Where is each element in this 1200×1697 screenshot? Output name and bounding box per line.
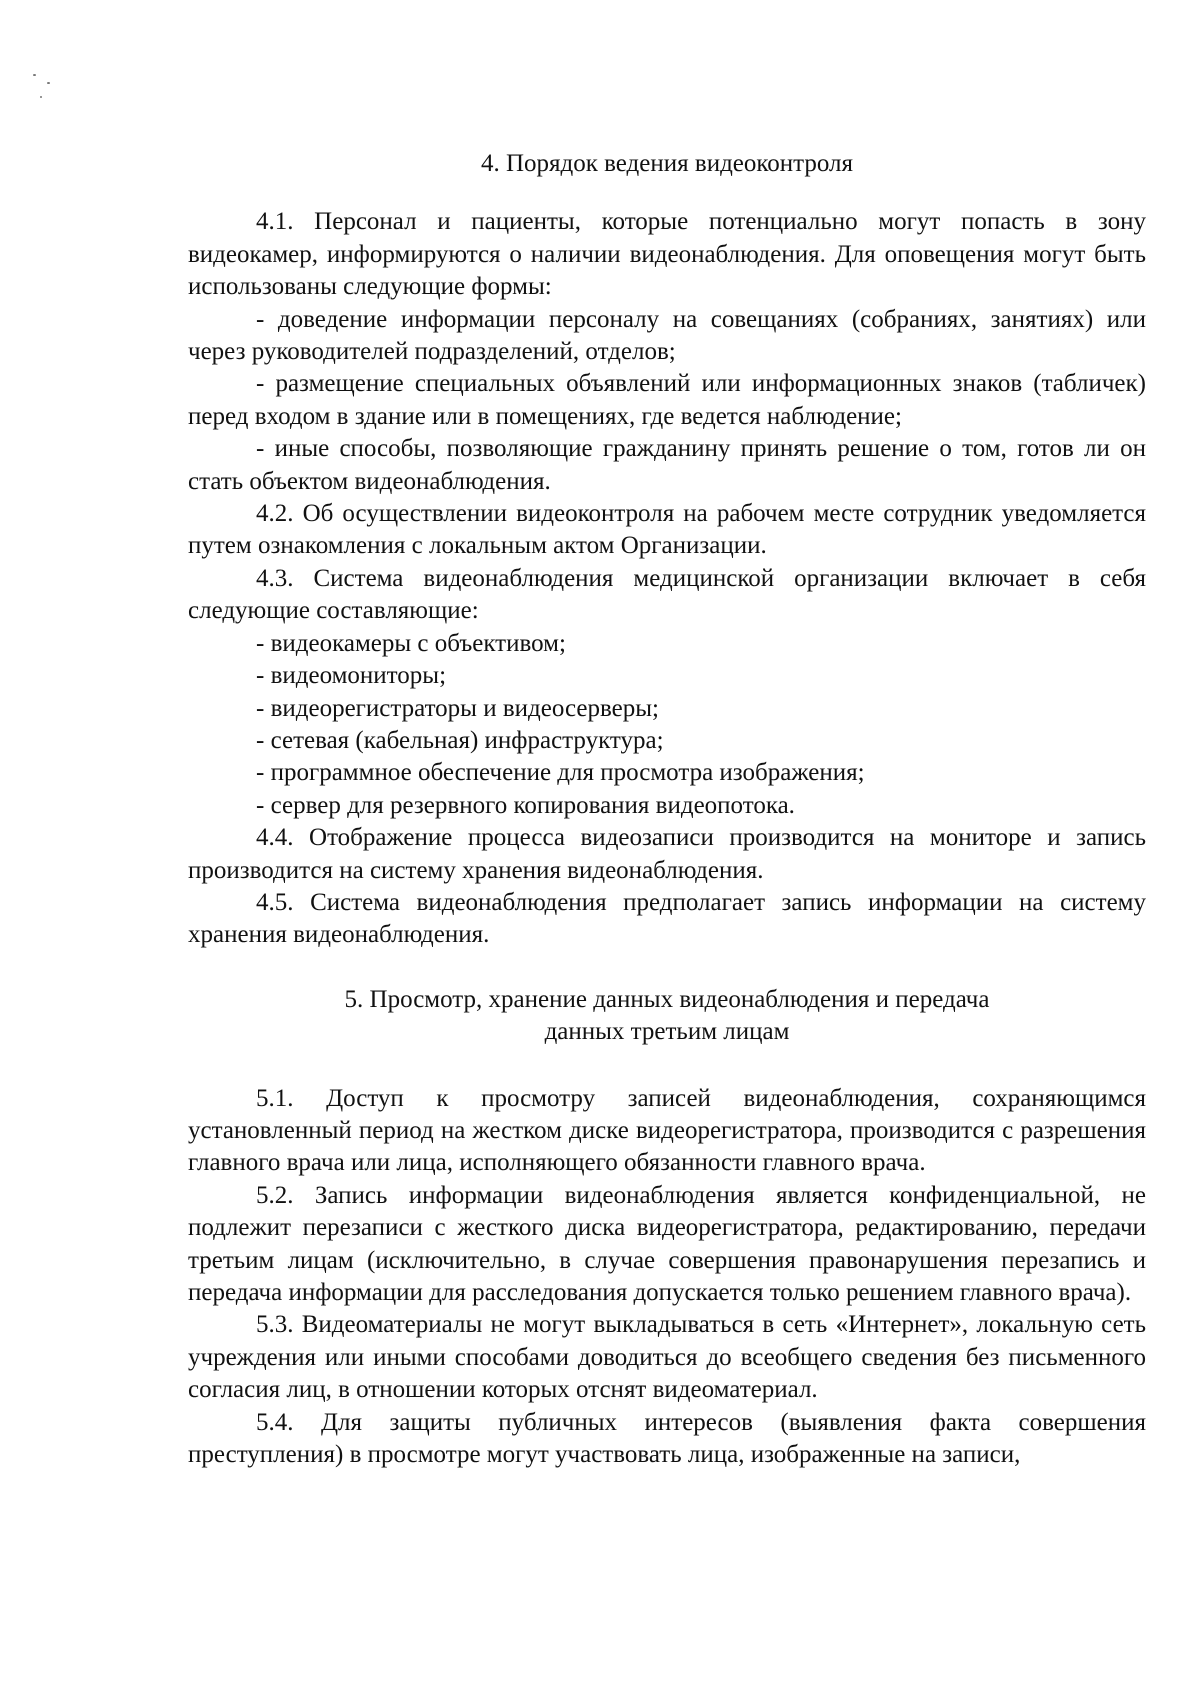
paragraph-5-2: 5.2. Запись информации видеонаблюдения является конфиденциальной, не подлежит перезаписи с жесткого диска видеорегистратора, редактированию, передачи третьим лицам (исключительно, в случае совершения правонарушения перезапись и передача информации для расследования допускается только решением главного врача). [188, 1181, 1146, 1306]
form-item-1: - доведение информации персоналу на совещаниях (собраниях, занятиях) или через руководителей подразделений, отделов; [188, 305, 1146, 366]
paragraph-5-1: 5.1. Доступ к просмотру записей видеонаблюдения, сохраняющимся установленный период на жестком диске видеорегистратора, производится с разрешения главного врача или лица, исполняющего обязанности главного врача. [188, 1084, 1146, 1177]
section-5-title [188, 984, 1146, 1049]
document-body [188, 148, 1146, 1471]
scan-speck [47, 82, 50, 84]
component-item-2: - видеомониторы; [256, 662, 447, 690]
component-item-3: - видеорегистраторы и видеосерверы; [256, 694, 659, 722]
paragraph-5-4: 5.4. Для защиты публичных интересов (выявления факта совершения преступления) в просмотре могут участвовать лица, изображенные на записи, [188, 1408, 1146, 1469]
paragraph-4-4: 4.4. Отображение процесса видеозаписи производится на мониторе и запись производится на систему хранения видеонаблюдения. [188, 824, 1146, 884]
component-item-6: - сервер для резервного копирования видеопотока. [256, 791, 795, 819]
paragraph-4-3: 4.3. Система видеонаблюдения медицинской организации включает в себя следующие составляющие: [188, 564, 1146, 625]
section-5-title-line-1: 5. Просмотр, хранение данных видеонаблюдения и передача [344, 985, 990, 1013]
form-item-3: - иные способы, позволяющие гражданину принять решение о том, готов ли он стать объектом видеонаблюдения. [188, 435, 1146, 495]
paragraph-4-5: 4.5. Система видеонаблюдения предполагает запись информации на систему хранения видеонаблюдения. [188, 888, 1146, 949]
paragraph-5-3: 5.3. Видеоматериалы не могут выкладываться в сеть «Интернет», локальную сеть учреждения или иными способами доводиться до всеобщего сведения без письменного согласия лиц, в отношении которых отснят видеоматериал. [188, 1311, 1146, 1404]
form-item-2: - размещение специальных объявлений или информационных знаков (табличек) перед входом в здание или в помещениях, где ведется наблюдение; [188, 370, 1146, 430]
paragraph-4-2: 4.2. Об осуществлении видеоконтроля на рабочем месте сотрудник уведомляется путем ознакомления с локальным актом Организации. [188, 500, 1146, 560]
scan-speck [33, 74, 36, 76]
component-item-5: - программное обеспечение для просмотра изображения; [256, 759, 865, 787]
component-item-4: - сетевая (кабельная) инфраструктура; [256, 726, 664, 754]
section-4-title: 4. Порядок ведения видеоконтроля [480, 150, 854, 177]
scan-speck [40, 96, 42, 98]
paragraph-4-1: 4.1. Персонал и пациенты, которые потенциально могут попасть в зону видеокамер, информируются о наличии видеонаблюдения. Для оповещения могут быть использованы следующие формы: [188, 208, 1146, 301]
section-5-title-line-2: данных третьим лицам [544, 1018, 790, 1046]
component-item-1: - видеокамеры с объективом; [256, 629, 566, 657]
